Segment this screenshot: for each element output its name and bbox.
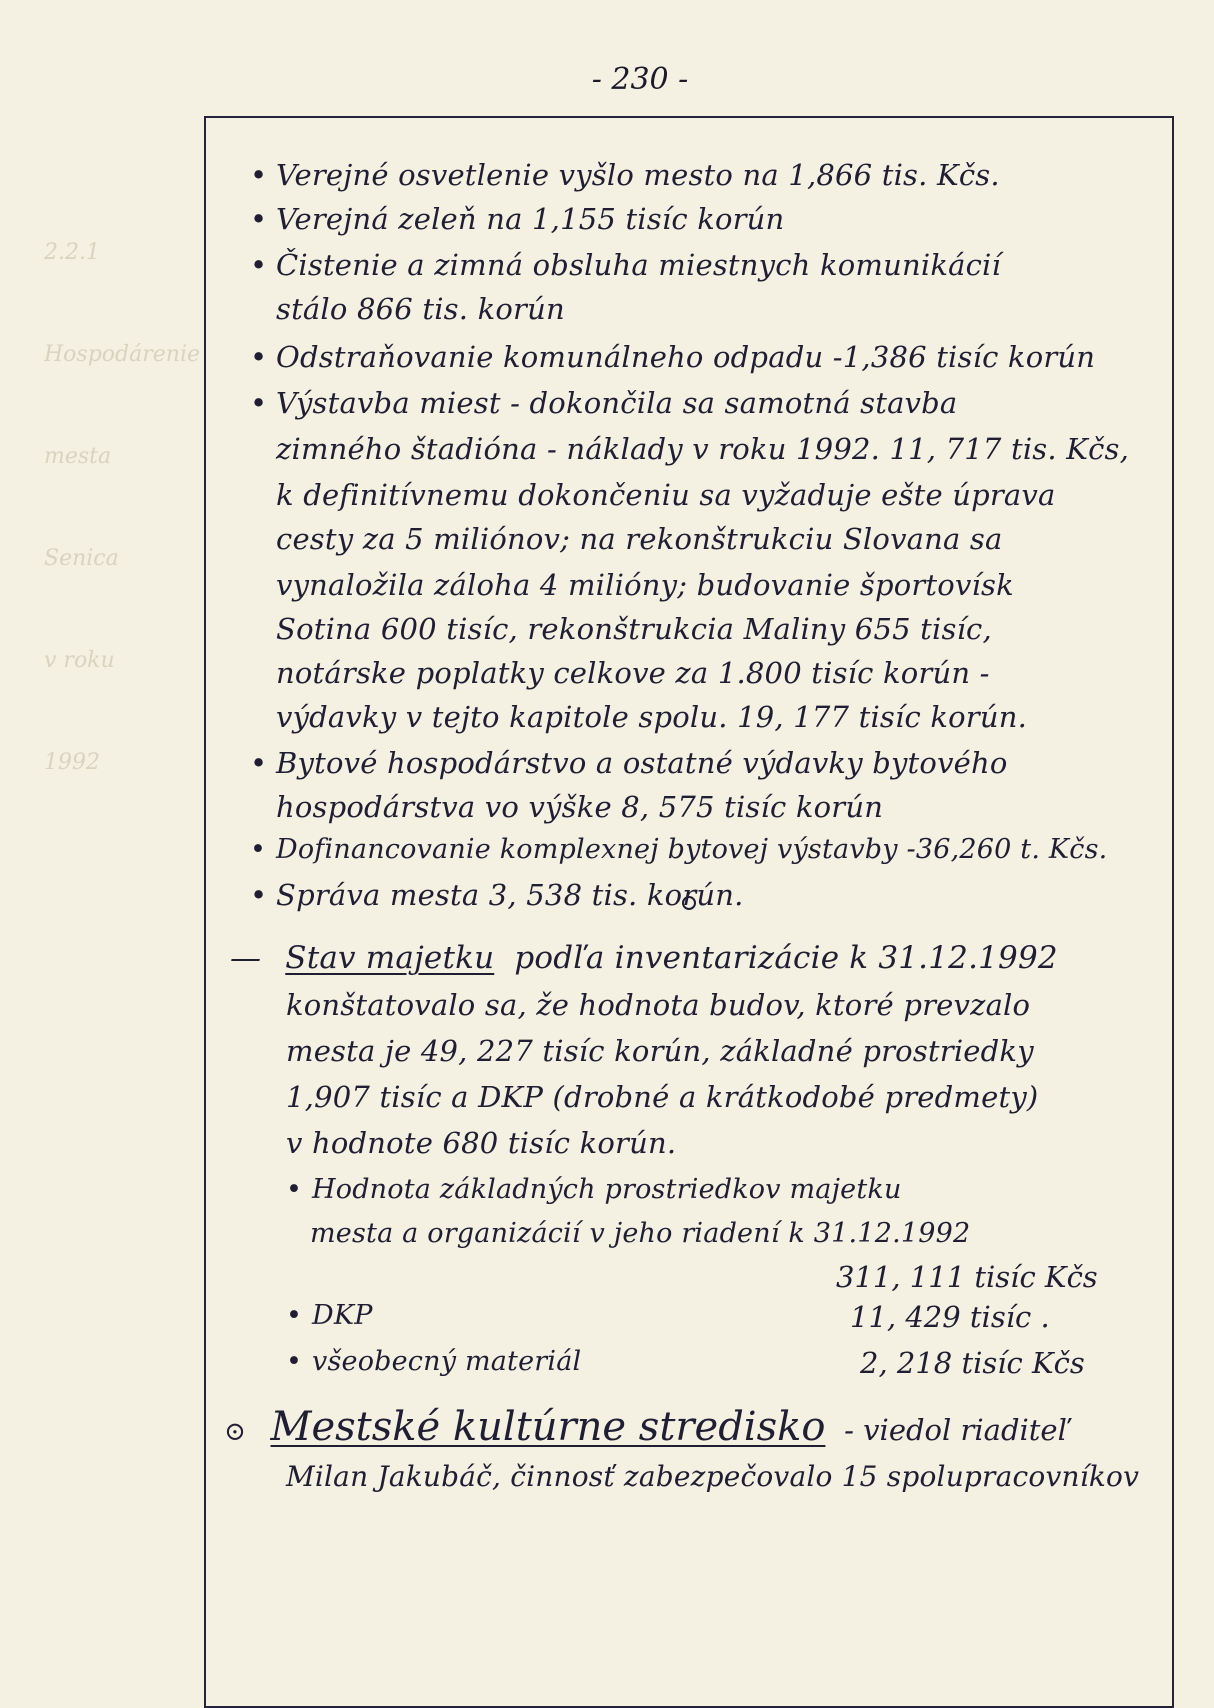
item-label: všeobecný materiál xyxy=(312,1346,582,1377)
line-text: hospodárstva vo výške 8, 575 tisíc korún xyxy=(276,790,884,824)
bullet-icon: • xyxy=(286,1346,303,1377)
small-circle-mark-icon xyxy=(682,896,696,910)
line-text: Správa mesta 3, 538 tis. korún. xyxy=(276,878,744,912)
text-line xyxy=(250,292,565,326)
text-line xyxy=(250,746,1008,780)
bullet-icon: • xyxy=(250,746,268,780)
bullet-icon: • xyxy=(250,202,268,236)
bullet-icon: • xyxy=(250,248,268,282)
bleed-line: Senica xyxy=(44,546,119,571)
item-value: 311, 111 tisíc Kčs xyxy=(836,1260,1098,1294)
property-item xyxy=(286,1300,373,1331)
text-line xyxy=(250,202,784,236)
text-line xyxy=(250,248,1001,282)
property-line: mesta je 49, 227 tisíc korún, základné prostriedky xyxy=(286,1034,1034,1068)
property-line: 1,907 tisíc a DKP (drobné a krátkodobé predmety) xyxy=(286,1080,1039,1114)
bleed-line: 1992 xyxy=(44,750,100,775)
text-line xyxy=(250,386,957,420)
bullet-icon: • xyxy=(286,1174,303,1205)
text-line xyxy=(250,158,1000,192)
line-text: Výstavba miest - dokončila sa samotná stavba xyxy=(276,386,958,420)
bleed-line: v roku xyxy=(44,648,115,673)
text-line xyxy=(250,568,1014,602)
bullet-icon: • xyxy=(250,834,267,865)
line-text: Odstraňovanie komunálneho odpadu -1,386 tisíc korún xyxy=(276,340,1096,374)
line-text: zimného štadióna - náklady v roku 1992. 11, 717 tis. Kčs, xyxy=(276,432,1130,466)
bleed-line: Hospodárenie xyxy=(44,342,201,367)
item-value: 11, 429 tisíc . xyxy=(850,1300,1050,1334)
property-item-continued: mesta a organizácií v jeho riadení k 31.12.1992 xyxy=(310,1218,971,1249)
line-text: stálo 866 tis. korún xyxy=(276,292,565,326)
property-line: konštatovalo sa, že hodnota budov, ktoré prevzalo xyxy=(286,988,1031,1022)
line-text: notárske poplatky celkove za 1.800 tisíc korún - xyxy=(276,656,990,690)
culture-heading: Mestské kultúrne stredisko xyxy=(270,1404,826,1450)
line-text: Verejné osvetlenie vyšlo mesto na 1,866 tis. Kčs. xyxy=(276,158,1000,192)
circle-bullet-icon: ⊙ xyxy=(224,1417,246,1447)
bullet-icon: • xyxy=(250,158,268,192)
bleed-line: 2.2.1 xyxy=(44,240,100,265)
item-label: DKP xyxy=(312,1300,373,1331)
line-text: vynaložila záloha 4 milióny; budovanie športovísk xyxy=(276,568,1014,602)
line-text: výdavky v tejto kapitole spolu. 19, 177 tisíc korún. xyxy=(276,700,1028,734)
text-line xyxy=(250,612,992,646)
bullet-icon: • xyxy=(286,1300,303,1331)
line-text: k definitívnemu dokončeniu sa vyžaduje ešte úprava xyxy=(276,478,1056,512)
text-line xyxy=(250,522,1003,556)
culture-line: Milan Jakubáč, činnosť zabezpečovalo 15 spolupracovníkov xyxy=(286,1460,1140,1493)
text-line xyxy=(250,340,1095,374)
bullet-icon: • xyxy=(250,878,268,912)
item-value: 2, 218 tisíc Kčs xyxy=(860,1346,1085,1380)
text-line xyxy=(250,834,1107,865)
bleed-line: mesta xyxy=(44,444,112,469)
line-text: Čistenie a zimná obsluha miestnych komunikácií xyxy=(276,248,1001,282)
bullet-icon: • xyxy=(250,386,268,420)
property-heading-line xyxy=(230,940,1058,976)
bleed-through-text xyxy=(44,168,200,848)
culture-heading-line xyxy=(224,1404,1069,1450)
text-line xyxy=(250,700,1027,734)
text-line xyxy=(250,790,883,824)
line-text: Verejná zeleň na 1,155 tisíc korún xyxy=(276,202,785,236)
bullet-icon: • xyxy=(250,340,268,374)
property-line: v hodnote 680 tisíc korún. xyxy=(286,1126,677,1160)
property-line: podľa inventarizácie k 31.12.1992 xyxy=(514,940,1058,976)
page-number: - 230 - xyxy=(591,62,689,97)
line-text: Dofinancovanie komplexnej bytovej výstavby -36,260 t. Kčs. xyxy=(276,834,1108,865)
text-line xyxy=(250,656,990,690)
property-heading: Stav majetku xyxy=(285,940,495,976)
culture-text: - viedol riaditeľ xyxy=(844,1413,1070,1447)
line-text: Bytové hospodárstvo a ostatné výdavky bytového xyxy=(276,746,1008,780)
text-line xyxy=(250,878,744,912)
text-line xyxy=(250,478,1056,512)
property-item xyxy=(286,1174,902,1205)
line-text: cesty za 5 miliónov; na rekonštrukciu Slovana sa xyxy=(276,522,1003,556)
text-line xyxy=(250,432,1129,466)
line-text: Sotina 600 tisíc, rekonštrukcia Maliny 655 tisíc, xyxy=(276,612,992,646)
dash-icon: — xyxy=(230,940,262,976)
item-label: Hodnota základných prostriedkov majetku xyxy=(312,1174,902,1205)
property-item xyxy=(286,1346,581,1377)
